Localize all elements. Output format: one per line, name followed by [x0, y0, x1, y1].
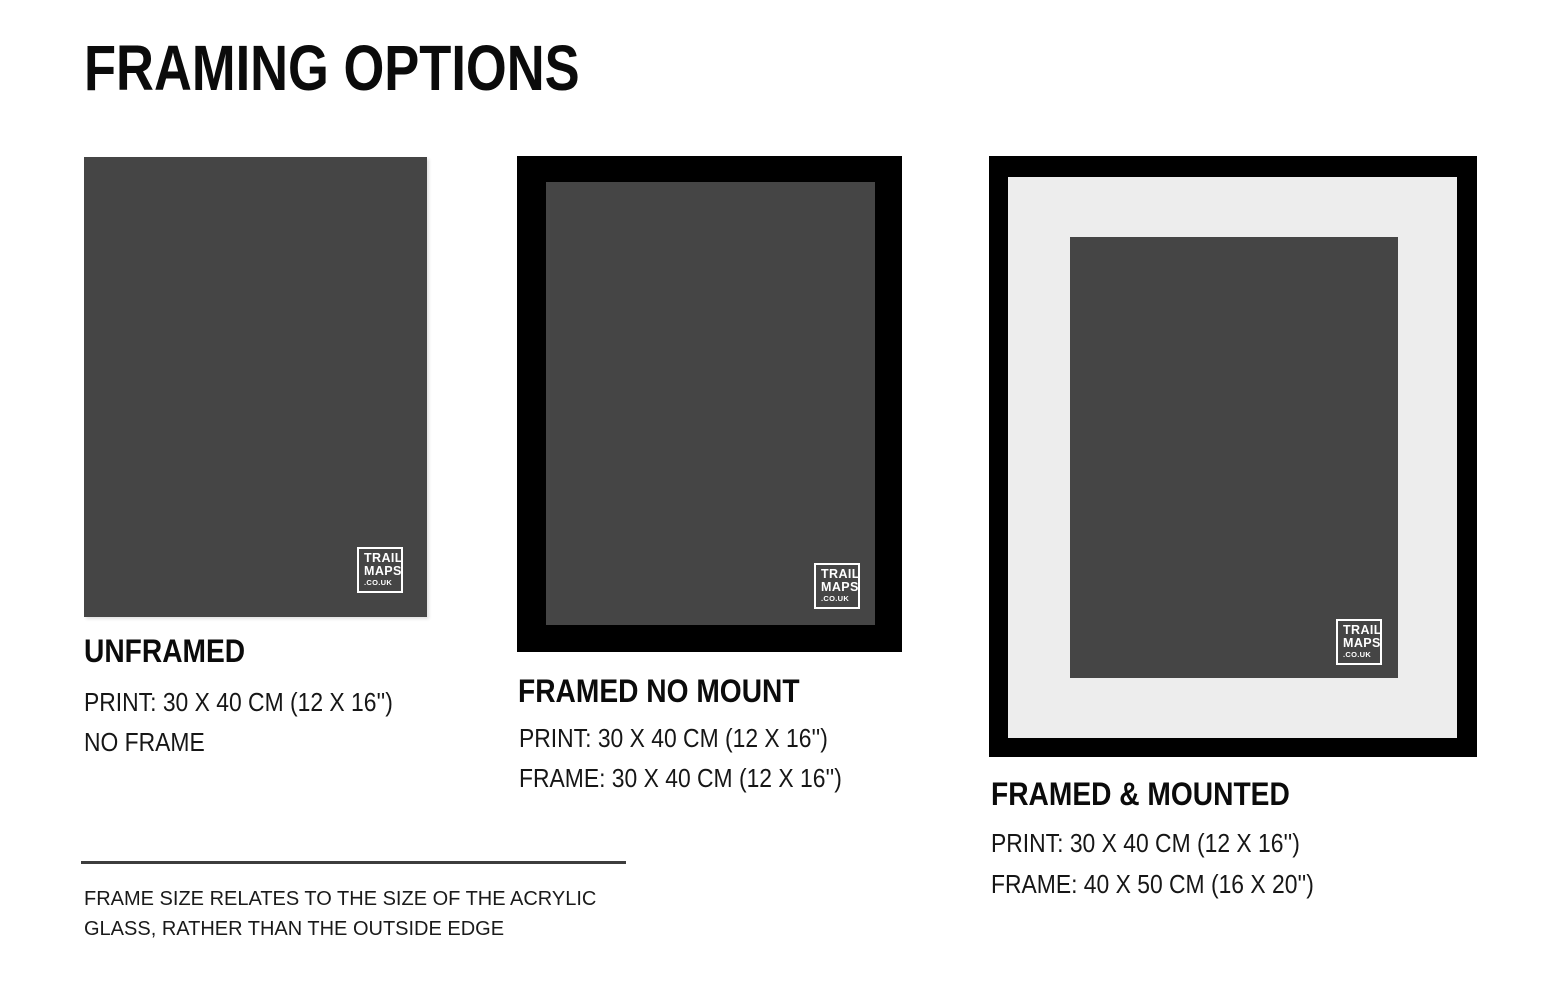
- trailmaps-logo-domain: .CO.UK: [1343, 650, 1372, 659]
- footnote-text-line2: GLASS, RATHER THAN THE OUTSIDE EDGE: [84, 918, 505, 940]
- framed-mounted-frame-size: FRAME: 40 X 50 CM (16 X 20''): [991, 869, 1314, 899]
- trailmaps-logo-text: MAPS: [1343, 636, 1381, 650]
- trailmaps-logo-text: TRAIL: [1343, 623, 1382, 637]
- footnote-text-line1: FRAME SIZE RELATES TO THE SIZE OF THE ACRYLIC: [84, 888, 597, 910]
- footnote-divider: [81, 861, 626, 864]
- framed-mounted-print-size: PRINT: 30 X 40 CM (12 X 16''): [991, 828, 1300, 858]
- trailmaps-logo: [814, 563, 860, 609]
- unframed-frame-size: NO FRAME: [84, 727, 205, 757]
- trailmaps-logo-text: TRAIL: [821, 567, 860, 581]
- framed-no-mount-print-preview: [546, 182, 875, 625]
- framed-no-mount-frame-size: FRAME: 30 X 40 CM (12 X 16''): [519, 763, 842, 793]
- trailmaps-logo: [1336, 619, 1382, 665]
- unframed-print-preview: [84, 157, 427, 617]
- trailmaps-logo-text: MAPS: [821, 580, 859, 594]
- trailmaps-logo-domain: .CO.UK: [821, 594, 850, 603]
- trailmaps-logo: [357, 547, 403, 593]
- framed-no-mount-heading: FRAMED NO MOUNT: [518, 673, 800, 709]
- framed-mounted-print-preview: [1070, 237, 1398, 678]
- framed-mounted-mount: [1008, 177, 1457, 738]
- unframed-heading: UNFRAMED: [84, 633, 246, 669]
- framed-mounted-frame: [989, 156, 1477, 757]
- trailmaps-logo-text: TRAIL: [364, 551, 403, 565]
- framed-no-mount-frame: [517, 156, 902, 652]
- page-title: FRAMING OPTIONS: [84, 32, 580, 104]
- framed-mounted-heading: FRAMED & MOUNTED: [991, 776, 1290, 812]
- unframed-print-size: PRINT: 30 X 40 CM (12 X 16''): [84, 687, 393, 717]
- trailmaps-logo-domain: .CO.UK: [364, 578, 393, 587]
- trailmaps-logo-text: MAPS: [364, 564, 402, 578]
- framed-no-mount-print-size: PRINT: 30 X 40 CM (12 X 16''): [519, 723, 828, 753]
